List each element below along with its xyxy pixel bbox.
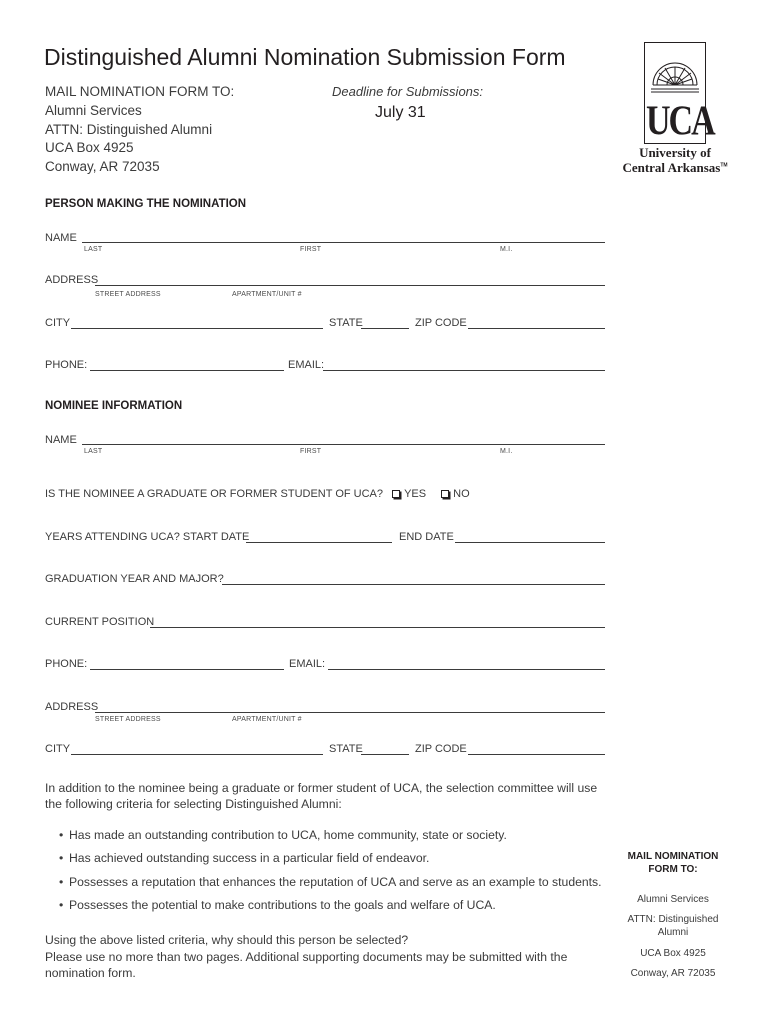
nominee-email-label: EMAIL:	[289, 658, 326, 670]
uca-logo-name-line1: University of	[639, 145, 711, 160]
mi-caption: M.I.	[500, 448, 513, 455]
nominee-phone-label: PHONE:	[45, 658, 88, 670]
sidebar-mail-line: ATTN: Distinguished Alumni	[627, 914, 719, 938]
criteria-item: • Possesses the potential to make contributions to the goals and welfare of UCA.	[59, 898, 496, 912]
mi-caption: M.I.	[500, 246, 513, 253]
end-date-field[interactable]	[455, 542, 605, 543]
nominator-city-field[interactable]	[71, 328, 323, 329]
nominee-address-field[interactable]	[95, 712, 605, 713]
nominee-state-label: STATE	[329, 743, 363, 755]
mail-to-line: UCA Box 4925	[45, 140, 134, 155]
current-position-field[interactable]	[150, 627, 605, 628]
end-date-label: END DATE	[399, 531, 454, 543]
nominee-name-field[interactable]	[82, 444, 605, 445]
no-checkbox[interactable]	[441, 490, 449, 498]
nominator-address-field[interactable]	[95, 285, 605, 286]
nominee-city-label: CITY	[45, 743, 71, 755]
sidebar-mail-line: Conway, AR 72035	[630, 968, 716, 979]
current-position-label: CURRENT POSITION	[45, 616, 155, 628]
mail-to-line: Alumni Services	[45, 103, 142, 118]
last-caption: LAST	[84, 448, 103, 455]
graduate-question	[45, 488, 470, 500]
years-attending-label: YEARS ATTENDING UCA? START DATE	[45, 531, 250, 543]
graduate-question-text: IS THE NOMINEE A GRADUATE OR FORMER STUDENT OF UCA?	[45, 488, 383, 500]
selection-question: Using the above listed criteria, why should this person be selected?	[45, 933, 409, 947]
nominator-address-label: ADDRESS	[45, 274, 99, 286]
deadline-date: July 31	[375, 104, 426, 121]
no-label: NO	[453, 488, 470, 500]
nominator-name-field[interactable]	[82, 242, 605, 243]
nominator-zip-field[interactable]	[468, 328, 605, 329]
yes-label: YES	[404, 488, 427, 500]
nominee-zip-field[interactable]	[468, 754, 605, 755]
deadline-label: Deadline for Submissions:	[332, 84, 484, 99]
street-caption: STREET ADDRESS	[95, 291, 161, 298]
apt-caption: APARTMENT/UNIT #	[232, 716, 302, 723]
criteria-item: • Has achieved outstanding success in a particular field of endeavor.	[59, 851, 430, 865]
graduation-year-field[interactable]	[222, 584, 605, 585]
nominee-email-field[interactable]	[328, 669, 605, 670]
sidebar-mail-line: Alumni Services	[637, 894, 709, 905]
form-title: Distinguished Alumni Nomination Submission Form	[44, 44, 566, 70]
last-caption: LAST	[84, 246, 103, 253]
arch-icon	[645, 45, 705, 97]
criteria-item: • Has made an outstanding contribution to UCA, home community, state or society.	[59, 828, 507, 842]
uca-logo-name-line2: Central Arkansas™	[622, 160, 728, 175]
first-caption: FIRST	[300, 448, 322, 455]
nominator-state-field[interactable]	[361, 328, 409, 329]
nominee-address-label: ADDRESS	[45, 701, 99, 713]
mail-to-line: Conway, AR 72035	[45, 159, 160, 174]
nominator-name-label: NAME	[45, 232, 77, 244]
graduation-year-label: GRADUATION YEAR AND MAJOR?	[45, 573, 224, 585]
apt-caption: APARTMENT/UNIT #	[232, 291, 302, 298]
criteria-item: • Possesses a reputation that enhances the reputation of UCA and serve as an example to students.	[59, 875, 602, 889]
yes-checkbox[interactable]	[392, 490, 400, 498]
sidebar-mail-heading: MAIL NOMINATION FORM TO:	[627, 851, 719, 875]
mail-to-line: ATTN: Distinguished Alumni	[45, 122, 213, 137]
nominator-zip-label: ZIP CODE	[415, 317, 467, 329]
nominator-state-label: STATE	[329, 317, 363, 329]
nominator-phone-field[interactable]	[90, 370, 284, 371]
nominator-phone-label: PHONE:	[45, 359, 88, 371]
criteria-intro: In addition to the nominee being a graduate or former student of UCA, the selection committee will use the following criteria for selecting Distinguished Alumni:	[45, 781, 598, 811]
nominee-city-field[interactable]	[71, 754, 323, 755]
nominee-phone-field[interactable]	[90, 669, 284, 670]
uca-logo-mark: UCA	[646, 98, 714, 145]
start-date-field[interactable]	[246, 542, 392, 543]
nominee-zip-label: ZIP CODE	[415, 743, 467, 755]
nominator-heading: PERSON MAKING THE NOMINATION	[45, 198, 247, 210]
first-caption: FIRST	[300, 246, 322, 253]
nominee-name-label: NAME	[45, 434, 77, 446]
selection-instructions: Please use no more than two pages. Additional supporting documents may be submitted with the nomination form.	[45, 950, 568, 980]
street-caption: STREET ADDRESS	[95, 716, 161, 723]
nominator-email-label: EMAIL:	[288, 359, 325, 371]
nominee-state-field[interactable]	[361, 754, 409, 755]
sidebar-mail-line: UCA Box 4925	[640, 948, 706, 959]
nominator-city-label: CITY	[45, 317, 71, 329]
nominee-heading: NOMINEE INFORMATION	[45, 400, 183, 412]
mail-to-heading: MAIL NOMINATION FORM TO:	[45, 84, 235, 99]
nominator-email-field[interactable]	[323, 370, 605, 371]
